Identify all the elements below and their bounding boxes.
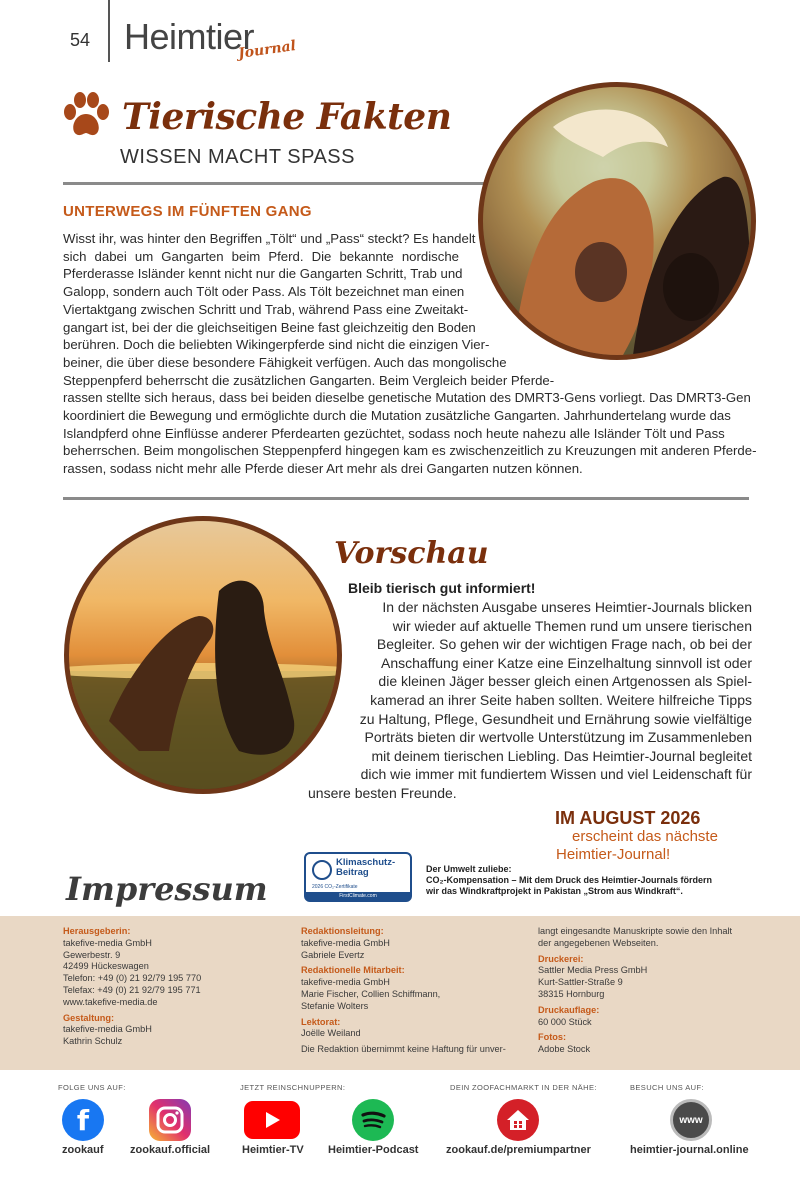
article-line: Viertaktgang zwischen Schritt und Trab, während Pass eine Zweitakt- (63, 301, 469, 317)
section-heading: UNTERWEGS IM FÜNFTEN GANG (63, 203, 312, 220)
article-line: berühren. Doch die beliebten Wikingerpferde sind nicht die einzigen Vier- (63, 337, 490, 353)
next-issue-text: erscheint das nächste (572, 828, 718, 845)
article-line: beherrschen. Beim mongolischen Steppenpferd hingegen kam es zwischenzeitlich zu Kreuzungen mit anderen Pferde- (63, 443, 757, 459)
environment-text: wir das Windkraftprojekt in Pakistan „Strom aus Windkraft“. (426, 886, 683, 896)
leaf-icon (312, 860, 332, 880)
impressum-column-3 (538, 926, 768, 1056)
brand-logo-sub: Journal (237, 38, 297, 62)
preview-line: die kleinen Jäger besser gleich einen Artgenossen als Spiel- (378, 673, 752, 690)
circulation-label: Druckauflage: (538, 1004, 600, 1015)
instagram-icon[interactable] (149, 1099, 191, 1141)
environment-text: CO₂-Kompensation – Mit dem Druck des Heimtier-Journals fördern (426, 875, 713, 885)
article-line: beiner, die über diese besondere Fähigkeit verfügen. Auch das mongolische (63, 354, 507, 370)
proofreading-line: Joëlle Weiland (301, 1028, 361, 1039)
editor-label: Redaktionsleitung: (301, 926, 384, 936)
preview-line: zu Haltung, Pflege, Gesundheit und Ernährung sowie vielfältige (359, 710, 752, 727)
publisher-line: Gewerbestr. 9 (63, 949, 121, 960)
disclaimer-line: Die Redaktion übernimmt keine Haftung für unver- (301, 1044, 506, 1055)
home-icon[interactable] (497, 1099, 539, 1141)
next-issue-date: IM AUGUST 2026 (555, 808, 701, 828)
brand-logo: Heimtier (124, 16, 255, 57)
preview-line: unsere besten Freunde. (308, 784, 457, 801)
printer-line: 38315 Hornburg (538, 988, 605, 999)
footer-label-follow: FOLGE UNS AUF: (58, 1083, 126, 1092)
staff-line: takefive-media GmbH (301, 977, 390, 988)
badge-caption: 2026 CO₂-Zertifikate (312, 884, 358, 890)
staff-label: Redaktionelle Mitarbeit: (301, 965, 405, 976)
preview-line: mit deinem tierischen Liebling. Das Heimtier-Journal begleitet (371, 747, 752, 764)
publisher-website-link[interactable]: www.takefive-media.de (63, 996, 158, 1007)
article-line: rassen, sodass nicht mehr alle Pferde dieser Art mehr als drei Gangarten nutzen können. (63, 461, 583, 477)
article-line: Galopp, sondern auch Tölt oder Pass. Als Tölt bezeichnet man einen (63, 284, 465, 300)
article-line: Pferderasse Isländer kennt nicht nur die Gangarten Schritt, Trab und (63, 266, 463, 282)
publisher-line: Telefax: +49 (0) 21 92/79 195 771 (63, 984, 201, 995)
climate-badge (304, 852, 412, 902)
article-line: Steppenpferd beherrscht die zusätzlichen Gangarten. Beim Vergleich beider Pferde- (63, 372, 555, 388)
preview-line: wir wieder auf aktuelle Themen rund um unsere tierischen (392, 617, 752, 634)
article-line: gangart ist, bei der die gleichseitigen Beine fast gleichzeitig den Boden (63, 319, 476, 335)
footer-label-watch: JETZT REINSCHNUPPERN: (240, 1083, 346, 1092)
staff-line: Marie Fischer, Collien Schiffmann, (301, 988, 441, 999)
impressum-title: Impressum (66, 870, 268, 908)
article-line: Islandpferd ohne Einflüsse anderer Pferdearten gezüchtet, sodass noch heute nahezu alle Isländer Tölt und Pass (63, 425, 725, 441)
disclaimer-line: langt eingesandte Manuskripte sowie den Inhalt (538, 926, 733, 936)
environment-note (426, 864, 756, 897)
spotify-link[interactable]: Heimtier-Podcast (328, 1144, 419, 1156)
preview-line: Anschaffung einer Katze eine Einzelhaltung sinnvoll ist oder (381, 654, 752, 671)
publisher-label: Herausgeberin: (63, 926, 131, 936)
facebook-link[interactable]: zookauf (62, 1144, 104, 1156)
footer-label-shop: DEIN ZOOFACHMARKT IN DER NÄHE: (450, 1083, 597, 1092)
publisher-line: 42499 Hückeswagen (63, 961, 149, 972)
header-divider (108, 0, 110, 62)
article-line: sich dabei um Gangarten beim Pferd. Die bekannte nordische (63, 248, 459, 264)
publisher-line: Telefon: +49 (0) 21 92/79 195 770 (63, 973, 202, 984)
page-subtitle: WISSEN MACHT SPASS (120, 146, 355, 168)
article-line: koordiniert die Bewegung und ermöglichte durch die Mutation zusätzliche Gangarten. Jahrhundertelang wurde das (63, 408, 731, 424)
editor-line: Gabriele Evertz (301, 949, 365, 960)
environment-label: Der Umwelt zuliebe: (426, 864, 512, 874)
youtube-link[interactable]: Heimtier-TV (242, 1144, 304, 1156)
preview-line: dich wie immer mit fundiertem Wissen und viel Leidenschaft für (360, 766, 752, 783)
photos-label: Fotos: (538, 1032, 567, 1043)
website-link[interactable]: heimtier-journal.online (630, 1144, 749, 1156)
printer-label: Druckerei: (538, 953, 584, 964)
staff-line: Stefanie Wolters (301, 1000, 369, 1011)
instagram-link[interactable]: zookauf.official (130, 1144, 211, 1156)
divider (63, 182, 513, 185)
facebook-icon[interactable]: f (62, 1099, 104, 1141)
paw-icon (60, 90, 112, 142)
impressum-column-1 (63, 926, 283, 1048)
proofreading-label: Lektorat: (301, 1016, 341, 1027)
globe-icon-text: www (679, 1114, 703, 1126)
spotify-icon[interactable] (352, 1099, 394, 1141)
next-issue-text: Heimtier-Journal! (556, 846, 671, 863)
badge-title: Beitrag (336, 867, 369, 878)
shop-link[interactable]: zookauf.de/premiumpartner (446, 1144, 591, 1156)
preview-title: Vorschau (334, 536, 489, 571)
preview-text (300, 598, 752, 803)
youtube-icon[interactable] (244, 1101, 300, 1139)
article-text (63, 230, 757, 478)
badge-title: Klimaschutz- (336, 857, 396, 868)
badge-footer: FirstClimate.com (306, 892, 410, 900)
design-label: Gestaltung: (63, 1012, 115, 1023)
preview-lead: Bleib tierisch gut informiert! (348, 580, 536, 596)
footer-label-visit: BESUCH UNS AUF: (630, 1083, 704, 1092)
article-line: Wisst ihr, was hinter den Begriffen „Tölt“ und „Pass“ steckt? Es handelt (63, 231, 476, 246)
preview-line: Begleiter. So gehen wir der wichtigen Frage nach, ob bei der (376, 636, 752, 653)
article-line: rassen stellte sich heraus, dass bei beiden dieselbe genetische Mutation des DMRT3-Gens vorliegt. Das DMRT3-Gen (63, 390, 751, 406)
design-line: takefive-media GmbH (63, 1024, 152, 1035)
disclaimer-line: der angegebenen Webseiten. (538, 937, 659, 948)
globe-icon[interactable] (670, 1099, 712, 1141)
publisher-line: takefive-media GmbH (63, 937, 152, 948)
page-number: 54 (70, 30, 91, 50)
photos-line: Adobe Stock (538, 1044, 591, 1055)
preview-line: Porträts bieten dir wertvolle Unterstützung im Zusammenleben (364, 729, 752, 746)
preview-line: In der nächsten Ausgabe unseres Heimtier-Journals blicken (382, 599, 752, 615)
impressum-column-2 (301, 926, 531, 1056)
divider (63, 497, 749, 500)
page-title: Tierische Fakten (122, 96, 452, 138)
editor-line: takefive-media GmbH (301, 937, 390, 948)
printer-line: Kurt-Sattler-Straße 9 (538, 977, 623, 988)
design-line: Kathrin Schulz (63, 1036, 123, 1047)
circulation-line: 60 000 Stück (538, 1016, 592, 1027)
printer-line: Sattler Media Press GmbH (538, 965, 648, 976)
preview-line: kamerad an ihrer Seite haben sollten. Weitere hilfreiche Tipps (370, 691, 752, 708)
